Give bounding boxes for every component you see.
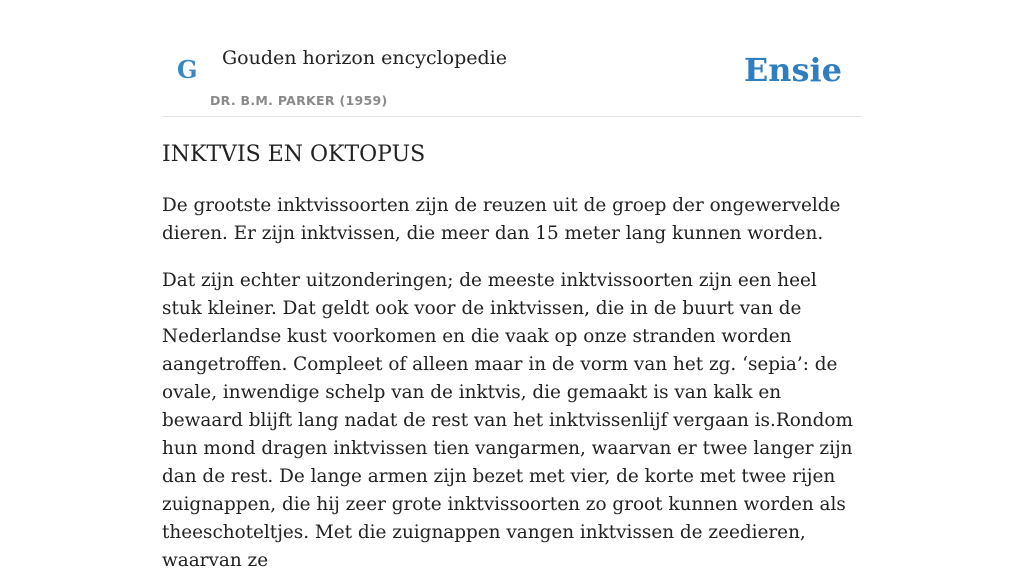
book-logo-icon[interactable]: G xyxy=(177,55,198,84)
book-title-link[interactable]: Gouden horizon encyclopedie xyxy=(222,47,507,69)
article-paragraph-2: Dat zijn echter uitzonderingen; de meeste inktvissoorten zijn een heel stuk kleiner. Dat geldt ook voor de inktvissen, die in de buurt van de Nederlandse kust voorkomen en die vaak op onze stranden worden aangetroffen. Compleet of alleen maar in de vorm van het zg. ‘sepia’: de ovale, inwendige schelp van de inktvis, die gemaakt is van kalk en bewaard blijft lang nadat de rest van het inktvissenlijf vergaan is.Rondom hun mond dragen inktvissen tien vangarmen, waarvan er twee langer zijn dan de rest. De lange armen zijn bezet met vier, de korte met twee rijen zuignappen, die hij zeer grote inktvissoorten zo groot kunnen worden als theeschoteltjes. Met die zuignappen vangen inktvissen de zeedieren, waarvan ze xyxy=(162,270,853,571)
site-header xyxy=(162,0,862,117)
article-title: INKTVIS EN OKTOPUS xyxy=(162,142,426,167)
ensie-logo-link[interactable]: Ensie xyxy=(743,51,842,89)
article-paragraph-1: De grootste inktvissoorten zijn de reuzen uit de groep der ongewervelde dieren. Er zijn inktvissen, die meer dan 15 meter lang kunnen worden. xyxy=(162,195,841,244)
book-author: DR. B.M. PARKER (1959) xyxy=(210,93,388,108)
article-body xyxy=(162,138,862,575)
